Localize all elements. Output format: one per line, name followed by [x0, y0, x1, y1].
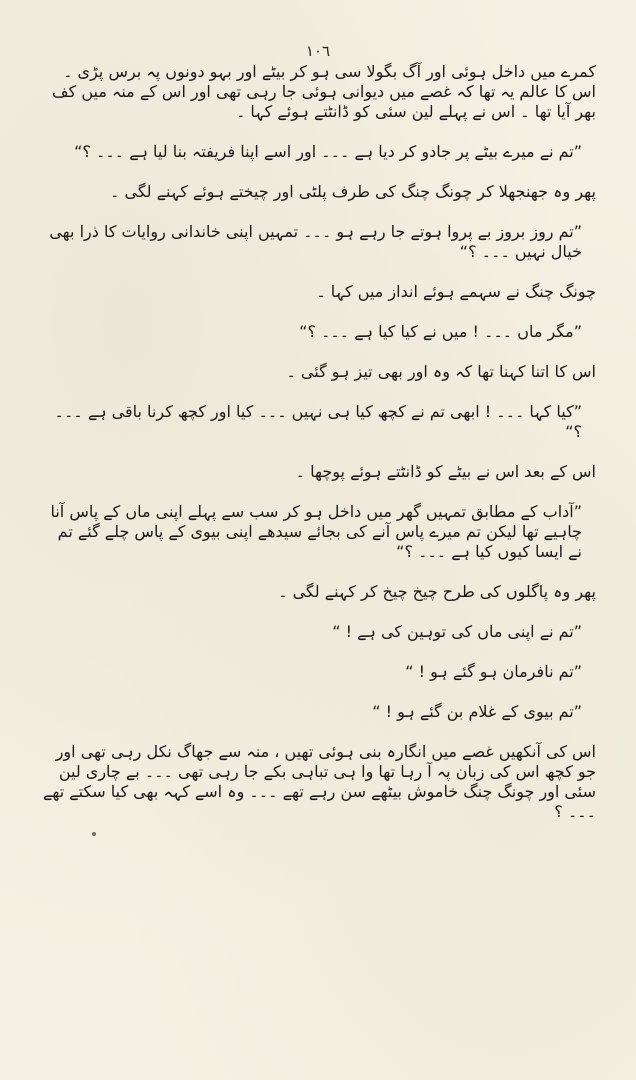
paragraph: کمرے میں داخل ہوئی اور آگ بگولا سی ہو کر بیٹے اور بہو دونوں پہ برس پڑی ۔ اس کا عالم یہ تھا کہ غصے میں دیوانی ہوئی جا رہی تھی اور اس کے منہ میں کف بھر آیا تھا ۔ اس نے پہلے لین سئی کو ڈانٹتے ہوئے کہا ۔	[52, 62, 596, 121]
paragraph: چونگ چنگ نے سہمے ہوئے انداز میں کہا ۔	[316, 282, 596, 301]
page-number: ١٠٦	[305, 42, 331, 60]
dialogue-line: ”آداب کے مطابق تمہیں گھر میں داخل ہو کر سب سے پہلے اپنی ماں کے پاس آنا چاہیے تھا لیکن تم میرے پاس آنے کی بجائے سیدھے اپنی بیوی کے پاس چلے گئے تم نے ایسا کیوں کیا ہے ۔۔۔ ؟“	[50, 502, 582, 561]
dialogue-line: ”مگر ماں ۔۔۔ ! میں نے کیا کیا ہے ۔۔۔ ؟“	[299, 322, 582, 341]
paragraph: اس کے بعد اس نے بیٹے کو ڈانٹتے ہوئے پوچھا ۔	[295, 462, 596, 481]
dialogue-line: ”تم نے اپنی ماں کی توہین کی ہے ! “	[332, 622, 582, 641]
dialogue-line: ”تم نافرمان ہو گئے ہو ! “	[405, 662, 582, 681]
paragraph: اس کا اتنا کہنا تھا کہ وہ اور بھی تیز ہو گئی ۔	[286, 362, 596, 381]
paragraph: پھر وہ پاگلوں کی طرح چیخ چیخ کر کہنے لگی ۔	[278, 582, 596, 601]
page-text	[40, 62, 596, 822]
paragraph: اس کی آنکھیں غصے میں انگارہ بنی ہوئی تھیں ، منہ سے جھاگ نکل رہی تھی اور جو کچھ اس کی زبان پہ آ رہا تھا وا ہی تباہی بکے جا رہی تھی ۔۔۔ بے چاری لین سئی اور چونگ چنگ خاموش بیٹھے سن رہے تھے ۔۔۔ وہ اسے کہہ بھی کیا سکتے تھے ۔۔۔ ؟	[42, 742, 596, 821]
dialogue-line: ”تم نے میرے بیٹے پر جادو کر دیا ہے ۔۔۔ اور اسے اپنا فریفتہ بنا لیا ہے ۔۔۔ ؟“	[74, 142, 582, 161]
dialogue-line: ”تم بیوی کے غلام بن گئے ہو ! “	[372, 702, 582, 721]
dialogue-line: ”تم روز بروز بے پروا ہوتے جا رہے ہو ۔۔۔ تمہیں اپنی خاندانی روایات کا ذرا بھی خیال نہیں ۔۔۔ ؟“	[49, 222, 582, 261]
paragraph: پھر وہ جھنجھلا کر چونگ چنگ کی طرف پلٹی اور چیختے ہوئے کہنے لگی ۔	[110, 182, 596, 201]
dialogue-line: ”کیا کہا ۔۔۔ ! ابھی تم نے کچھ کیا ہی نہیں ۔۔۔ کیا اور کچھ کرنا باقی ہے ۔۔۔ ؟“	[54, 402, 582, 441]
ink-speck	[92, 832, 96, 836]
